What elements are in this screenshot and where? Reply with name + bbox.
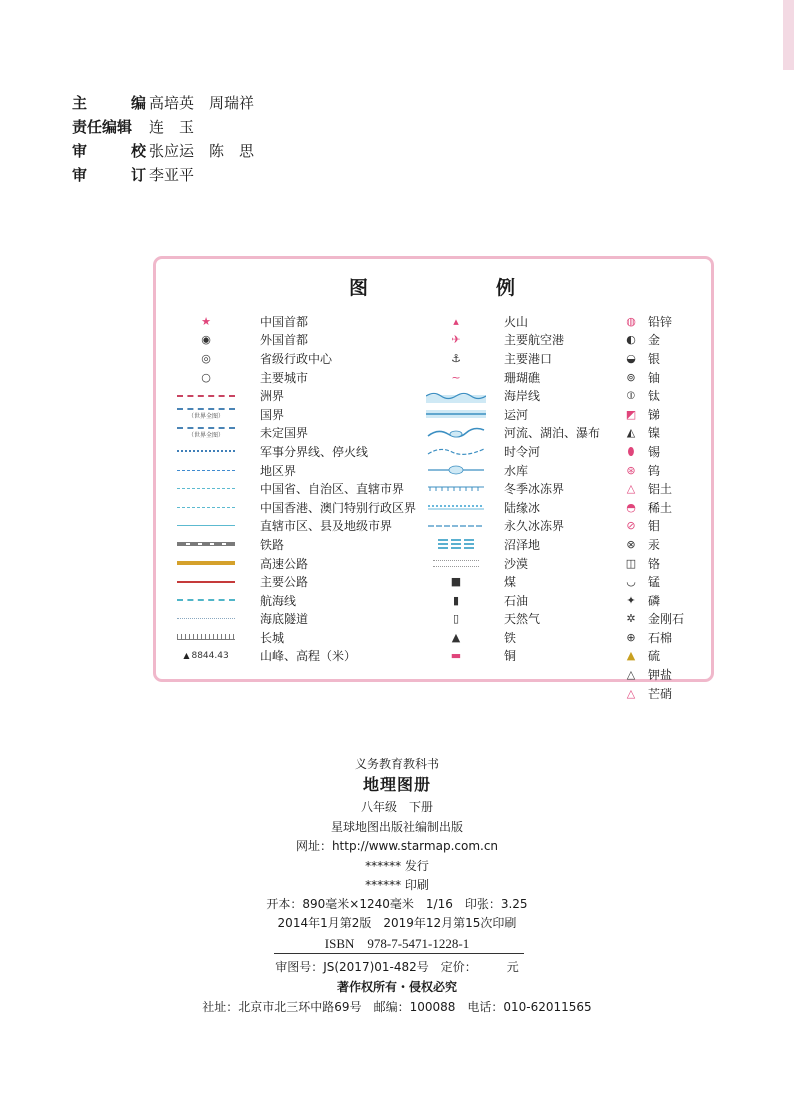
uranium-icon: ⊚ xyxy=(626,370,636,384)
legend-item: △ 钾盐 xyxy=(626,668,673,683)
tunnel-line xyxy=(177,618,235,619)
book-url: 网址：http://www.starmap.com.cn xyxy=(295,839,499,853)
legend-item: ⦶ 钛 xyxy=(627,389,661,404)
map-legend xyxy=(153,256,714,701)
legend-item: ⊛ 钨 xyxy=(626,463,661,478)
region-boundary-line xyxy=(177,470,235,471)
winter-freeze-line-icon xyxy=(426,482,486,496)
legend-item: ◎ 省级行政中心 xyxy=(201,351,333,366)
legend-item: ⬮ 锡 xyxy=(627,444,661,459)
book-series: 义务教育教科书 xyxy=(354,757,439,771)
expressway-line xyxy=(177,561,235,565)
sar-boundary-line xyxy=(177,507,235,508)
legend-item: ✈ 主要航空港 xyxy=(451,333,565,348)
undetermined-boundary-line: （世界全图） xyxy=(177,427,235,439)
great-wall-line xyxy=(177,634,235,640)
legend-column-2 xyxy=(422,312,600,665)
legend-item: ⊕ 石棉 xyxy=(626,630,673,645)
coral-reef-icon: ~ xyxy=(451,370,461,384)
shipping-line xyxy=(177,599,235,601)
legend-item: 海底隧道 xyxy=(166,610,416,629)
legend-item: ▮ 石油 xyxy=(452,593,529,608)
legend-item: 直辖市区、县及地级市界 xyxy=(166,517,416,536)
legend-item: 地区界 xyxy=(166,461,416,480)
titanium-icon: ⦶ xyxy=(627,389,635,403)
anchor-icon: ⚓ xyxy=(451,351,461,365)
legend-item: 海岸线 xyxy=(422,386,600,405)
coastline-icon xyxy=(426,389,486,403)
legend-item: 洲界 xyxy=(166,386,416,405)
legend-item: ◍ 铅锌 xyxy=(626,314,673,329)
book-printer: ****** 印刷 xyxy=(365,878,429,892)
national-boundary-line: （世界全图） xyxy=(177,408,235,420)
copper-icon: ▬ xyxy=(450,649,462,663)
desert-icon xyxy=(433,560,479,567)
legend-item: ⊚ 铀 xyxy=(626,370,661,385)
volcano-icon: ▴ xyxy=(453,314,459,328)
legend-item: ■ 煤 xyxy=(450,575,517,590)
legend-item: 铁路 xyxy=(166,535,416,554)
nickel-icon: ◭ xyxy=(626,426,636,440)
book-map-review: 审图号：JS(2017)01-482号 定价： 元 xyxy=(275,960,519,974)
book-publisher: 星球地图出版社编制出版 xyxy=(330,820,463,834)
legend-item: 永久冰冻界 xyxy=(422,517,600,536)
legend-item: ◭ 镍 xyxy=(626,426,661,441)
legend-item: （世界全图） 国界 xyxy=(166,405,416,424)
legend-item: △ 芒硝 xyxy=(626,686,673,701)
sulfur-icon: ▲ xyxy=(626,649,636,663)
legend-item: ◉ 外国首都 xyxy=(201,333,309,348)
legend-item: ○ 主要城市 xyxy=(201,370,309,385)
city-icon: ○ xyxy=(201,370,211,384)
legend-item: 沼泽地 xyxy=(422,535,600,554)
credit-name: 周瑞祥 xyxy=(209,94,255,112)
legend-item: ◡ 锰 xyxy=(626,575,661,590)
book-spec: 开本：890毫米×1240毫米 1/16 印张：3.25 xyxy=(266,897,528,911)
permafrost-line-icon xyxy=(426,519,486,533)
legend-item: 陆缘冰 xyxy=(422,498,600,517)
credit-row-proofreader xyxy=(72,139,269,163)
credit-role: 主 编 xyxy=(72,94,146,112)
star-icon: ★ xyxy=(201,314,211,328)
gold-icon: ◐ xyxy=(626,333,636,347)
book-grade: 八年级 下册 xyxy=(360,800,433,814)
legend-column-1 xyxy=(166,312,416,665)
legend-item: ◐ 金 xyxy=(626,333,661,348)
natural-gas-icon: ▯ xyxy=(452,612,460,626)
legend-item: ⚓ 主要港口 xyxy=(451,351,553,366)
legend-item: 航海线 xyxy=(166,591,416,610)
credits-block xyxy=(72,91,269,187)
airport-icon: ✈ xyxy=(451,333,461,347)
iron-icon: ▲ xyxy=(451,630,461,644)
oil-icon: ▮ xyxy=(452,593,460,607)
credit-name: 连 玉 xyxy=(149,118,195,136)
coal-icon: ■ xyxy=(450,575,462,589)
legend-item: ⊘ 钼 xyxy=(626,519,661,534)
legend-item: ▲ 硫 xyxy=(626,649,661,664)
legend-item: ▲ 8844.43 山峰、高程（米） xyxy=(183,649,357,664)
book-distributor: ****** 发行 xyxy=(365,859,429,873)
peak-elevation: 8844.43 xyxy=(191,650,229,661)
potash-icon: △ xyxy=(626,668,636,682)
silver-icon: ◒ xyxy=(626,351,636,365)
legend-item: 中国省、自治区、直辖市界 xyxy=(166,479,416,498)
legend-item: 冬季冰冻界 xyxy=(422,479,600,498)
seasonal-river-icon xyxy=(426,444,486,458)
legend-item: ⊗ 汞 xyxy=(626,537,661,552)
book-rights: 著作权所有・侵权必究 xyxy=(336,980,457,994)
legend-item: ★ 中国首都 xyxy=(201,314,309,329)
legend-item: 水库 xyxy=(422,461,600,480)
legend-item: 主要公路 xyxy=(166,572,416,591)
credit-row-responsible-editor xyxy=(72,115,269,139)
legend-item: ▲ 铁 xyxy=(451,630,517,645)
legend-item: 运河 xyxy=(422,405,600,424)
railway-line xyxy=(177,542,235,546)
diamond-icon: ✲ xyxy=(626,612,636,626)
legend-item: ✦ 磷 xyxy=(626,593,661,608)
legend-item: ◩ 锑 xyxy=(625,407,661,422)
legend-item: ~ 珊瑚礁 xyxy=(451,370,541,385)
legend-item: ✲ 金刚石 xyxy=(626,612,685,627)
continent-boundary-line xyxy=(177,395,235,397)
legend-item: 长城 xyxy=(166,628,416,647)
legend-item: ▬ 铜 xyxy=(450,649,517,664)
tin-icon: ⬮ xyxy=(627,444,635,458)
credit-name: 张应运 xyxy=(149,142,195,160)
legend-item: （世界全图） 未定国界 xyxy=(166,424,416,443)
legend-item: 中国香港、澳门特别行政区界 xyxy=(166,498,416,517)
mirabilite-icon: △ xyxy=(626,686,636,700)
phosphorus-icon: ✦ xyxy=(626,593,636,607)
credit-name: 李亚平 xyxy=(149,166,195,184)
credit-role: 审 订 xyxy=(72,166,146,184)
military-line xyxy=(177,450,235,452)
river-lake-icon xyxy=(426,426,486,440)
credit-row-reviewer xyxy=(72,163,269,187)
legend-item: ▴ 火山 xyxy=(453,314,529,329)
legend-title-left: 图 xyxy=(349,277,371,299)
tungsten-icon: ⊛ xyxy=(626,463,636,477)
bauxite-icon: △ xyxy=(626,482,636,496)
molybdenum-icon: ⊘ xyxy=(626,519,636,533)
credit-row-editor xyxy=(72,91,269,115)
county-boundary-line xyxy=(177,525,235,526)
canal-icon xyxy=(426,407,486,421)
chromium-icon: ◫ xyxy=(625,556,637,570)
legend-item: 沙漠 xyxy=(422,554,600,573)
highway-line xyxy=(177,581,235,583)
book-edition: 2014年1月第2版 2019年12月第15次印刷 xyxy=(277,916,517,930)
legend-item: 河流、湖泊、瀑布 xyxy=(422,424,600,443)
peak-icon: ▲ xyxy=(183,650,190,660)
legend-item: 军事分界线、停火线 xyxy=(166,442,416,461)
credit-role: 审 校 xyxy=(72,142,146,160)
book-title: 地理图册 xyxy=(362,775,431,794)
foreign-capital-icon: ◉ xyxy=(201,333,211,347)
book-isbn: ISBN 978-7-5471-1228-1 xyxy=(324,936,470,951)
book-address: 社址：北京市北三环中路69号 邮编：100088 电话：010-62011565 xyxy=(202,1000,592,1014)
antimony-icon: ◩ xyxy=(625,407,637,421)
colophon-divider xyxy=(274,953,524,954)
legend-title-right: 例 xyxy=(496,277,518,299)
legend-item: 时令河 xyxy=(422,442,600,461)
province-boundary-line xyxy=(177,488,235,489)
manganese-icon: ◡ xyxy=(626,575,636,589)
legend-item: ◒ 银 xyxy=(626,351,661,366)
legend-column-3 xyxy=(620,312,684,702)
credit-name: 高培英 xyxy=(149,94,195,112)
mercury-icon: ⊗ xyxy=(626,537,636,551)
legend-item: ◫ 铬 xyxy=(625,556,661,571)
rare-earth-icon: ◓ xyxy=(626,500,636,514)
legend-item: 高速公路 xyxy=(166,554,416,573)
swamp-icon xyxy=(438,539,474,549)
reservoir-icon xyxy=(426,463,486,477)
legend-item: ▯ 天然气 xyxy=(452,612,541,627)
provincial-center-icon: ◎ xyxy=(201,351,211,365)
credit-role: 责任编辑 xyxy=(72,118,133,136)
legend-item: △ 铝土 xyxy=(626,482,673,497)
ice-shelf-icon xyxy=(426,500,486,514)
page-side-tab xyxy=(783,0,794,70)
lead-zinc-icon: ◍ xyxy=(626,314,636,328)
legend-item: ◓ 稀土 xyxy=(626,500,673,515)
asbestos-icon: ⊕ xyxy=(626,630,636,644)
credit-name: 陈 思 xyxy=(209,142,255,160)
